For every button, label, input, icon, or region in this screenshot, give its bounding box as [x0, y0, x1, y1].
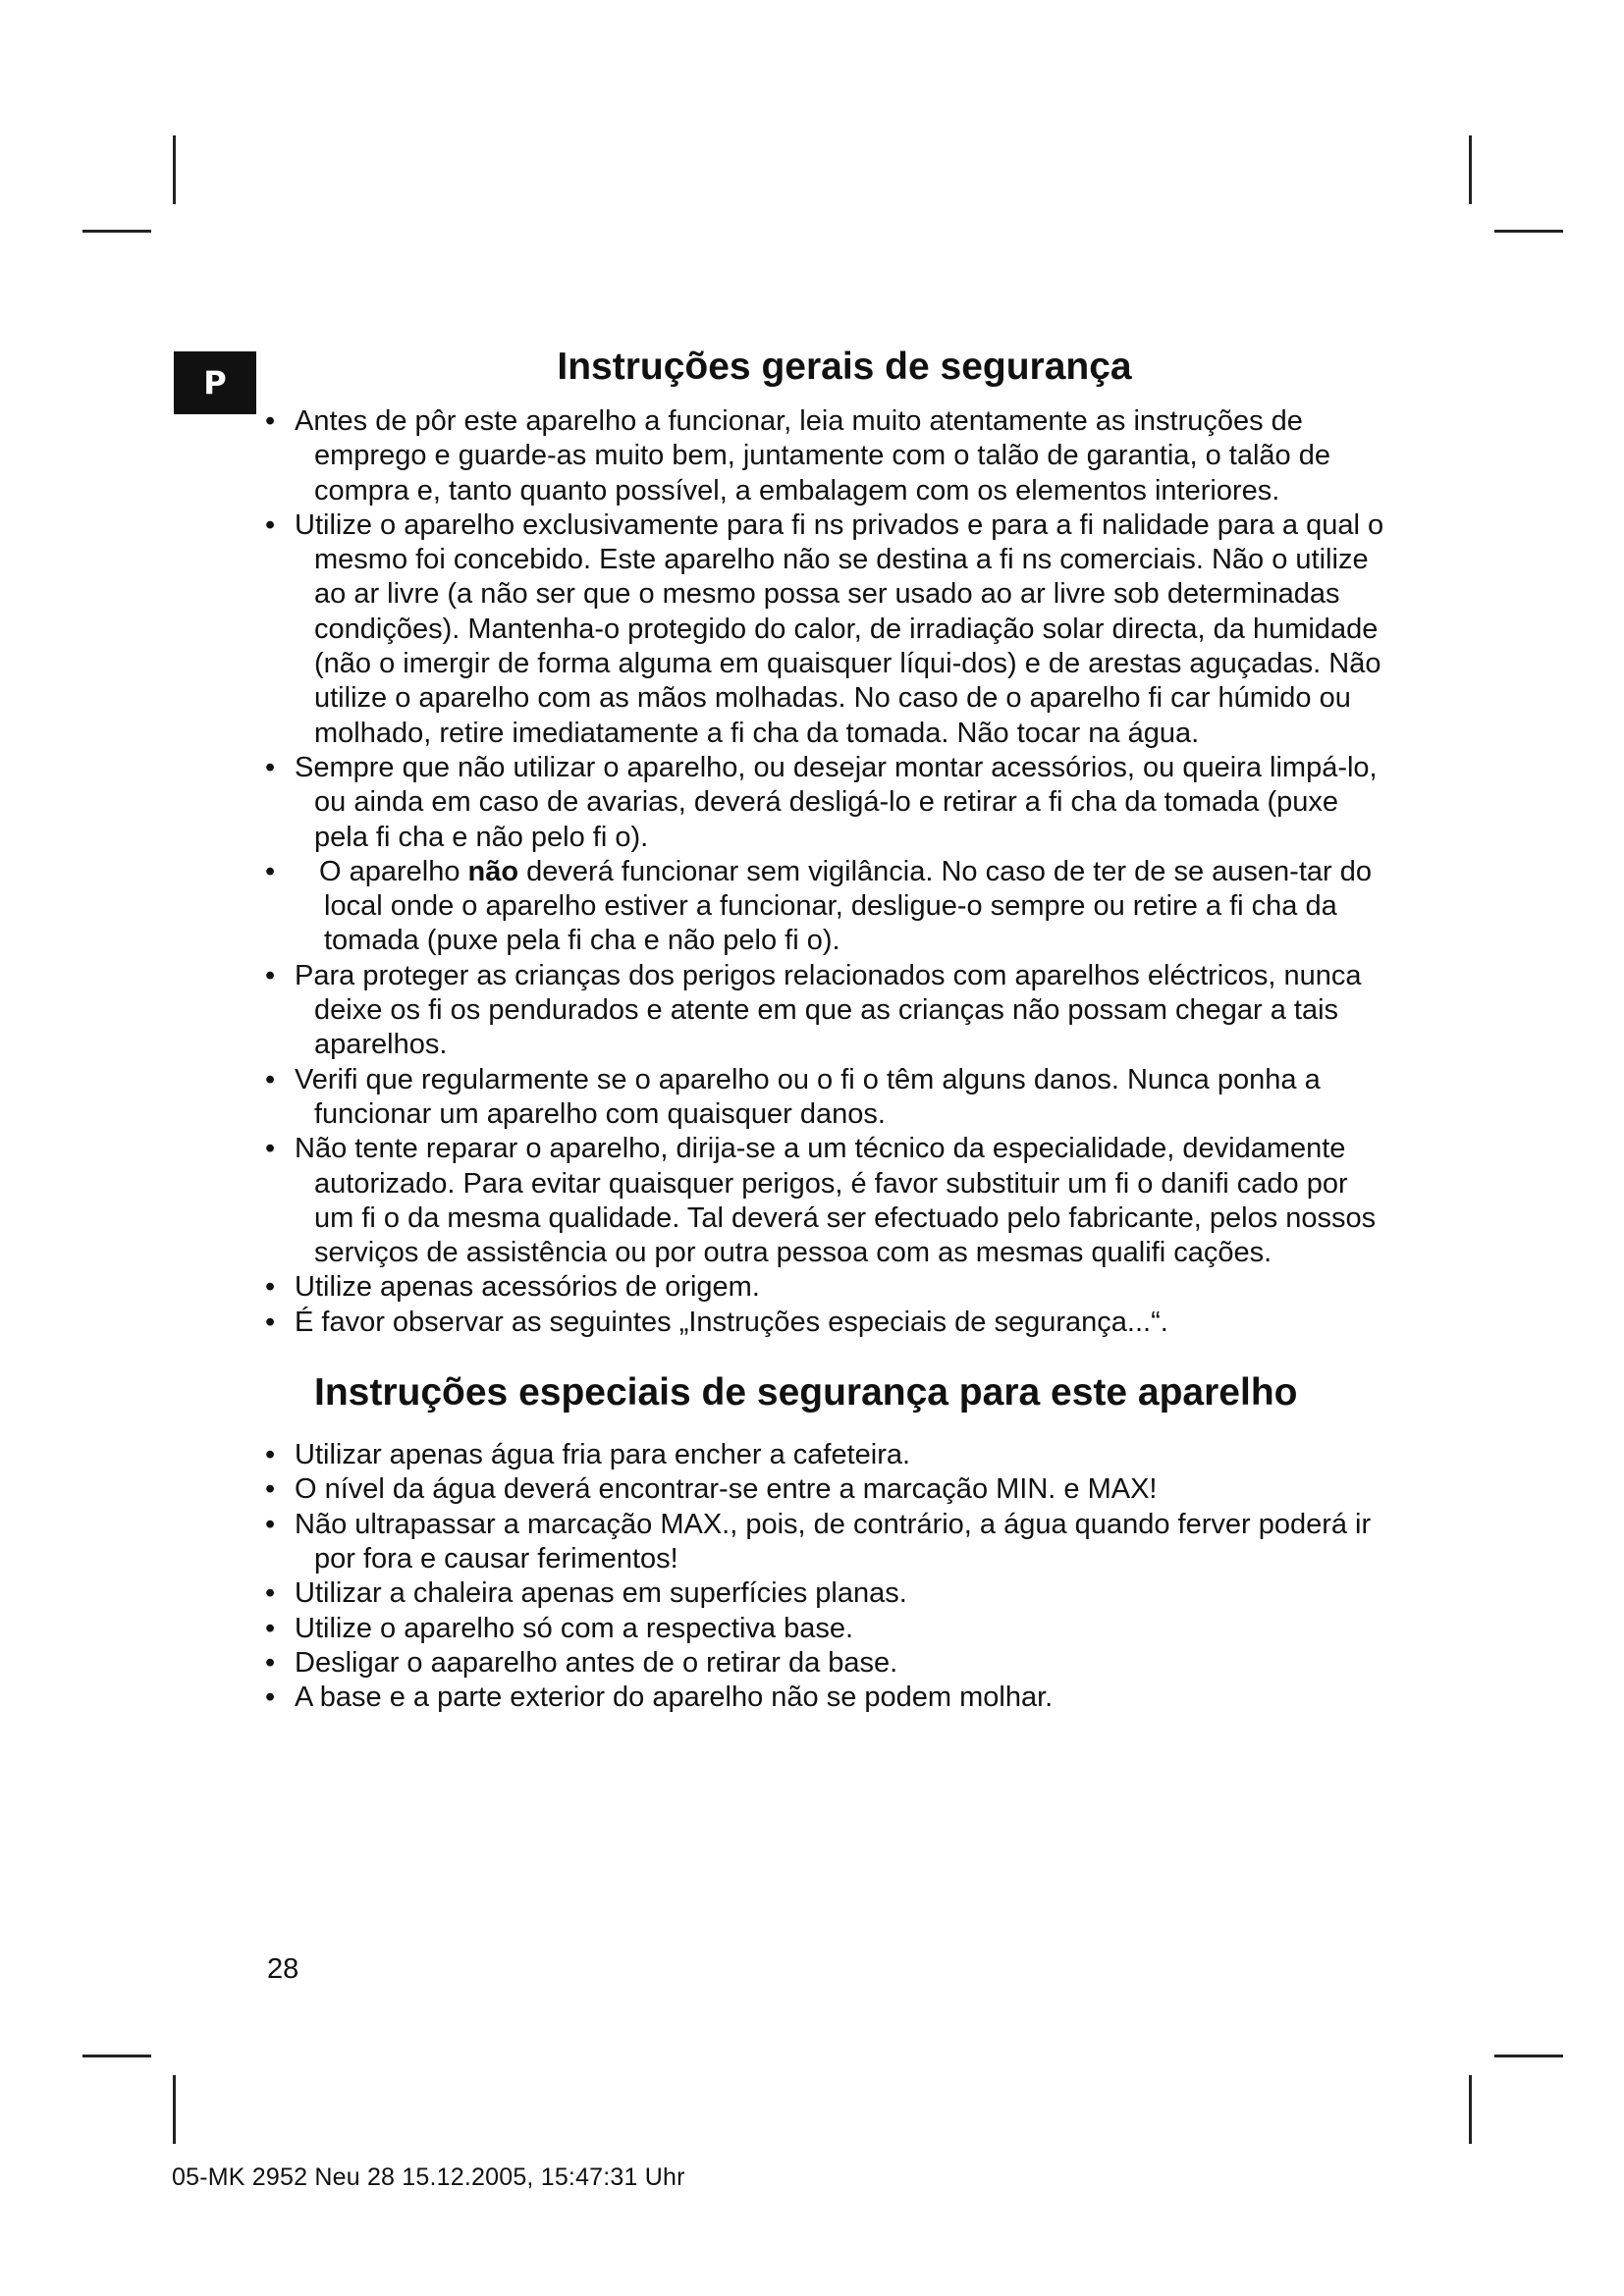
- list-item-text: [295, 855, 1394, 959]
- list-item: [265, 1132, 1394, 1270]
- crop-mark-top-left-vertical: [173, 135, 176, 204]
- bullet-icon: •: [265, 959, 276, 991]
- list-item-text: Utilize o aparelho exclusivamente para fi ns privados e para a fi nalidade para a qual o mesmo foi concebido. Este aparelho não se destina a fi ns comerciais. Não o utilize ao ar livre (a não ser que o mesmo possa ser usado ao ar livre sob determinadas condições). Mantenha-o protegido do calor, de irradiação solar directa, da humidade (não o imergir de forma alguma em quaisquer líqui-dos) e de arestas aguçadas. Não utilize o aparelho com as mãos molhadas. No caso de o aparelho fi car húmido ou molhado, retire imediatamente a fi cha da tomada. Não tocar na água.: [295, 508, 1384, 749]
- list-item: [265, 1270, 1394, 1305]
- list-item: [265, 1063, 1394, 1133]
- list-item-text: Não tente reparar o aparelho, dirija-se a um técnico da especialidade, devidamente autorizado. Para evitar quaisquer perigos, é favor substituir um fi o danifi cado por um fi o da mesma qualidade. Tal deverá ser efectuado pelo fabricante, pelos nossos serviços de assistência ou por outra pessoa com as mesmas qualifi cações.: [295, 1133, 1377, 1269]
- list-item: [265, 1681, 1394, 1715]
- bullet-icon: •: [265, 1306, 276, 1338]
- bullet-icon: •: [265, 1577, 276, 1610]
- bullet-icon: •: [265, 1271, 276, 1304]
- list-item: [265, 855, 1394, 959]
- language-tab: P: [174, 351, 256, 414]
- list-item: [265, 1306, 1394, 1340]
- list-item: [265, 1508, 1394, 1577]
- general-safety-list: [265, 404, 1394, 1340]
- bullet-icon: •: [265, 1646, 276, 1679]
- bullet-icon: •: [265, 1612, 276, 1644]
- crop-mark-bottom-left-horizontal: [82, 2055, 151, 2057]
- list-item-text: Sempre que não utilizar o aparelho, ou desejar montar acessórios, ou queira limpá-lo, ou ainda em caso de avarias, deverá desligá-lo e retirar a fi cha da tomada (puxe pela fi cha e não pelo fi o).: [295, 751, 1378, 853]
- list-item-text: O nível da água deverá encontrar-se entre a marcação MIN. e MAX!: [295, 1473, 1158, 1506]
- list-item: [265, 1438, 1394, 1472]
- crop-mark-top-right-horizontal: [1494, 230, 1563, 233]
- crop-mark-top-right-vertical: [1469, 135, 1472, 204]
- list-item-text: Utilize o aparelho só com a respectiva base.: [295, 1612, 854, 1644]
- crop-mark-bottom-right-horizontal: [1494, 2055, 1563, 2057]
- list-item-text: Antes de pôr este aparelho a funcionar, leia muito atentamente as instruções de emprego e guarde-as muito bem, juntamente com o talão de garantia, o talão de compra e, tanto quanto possível, a embalagem com os elementos interiores.: [295, 405, 1330, 507]
- bullet-icon: •: [265, 751, 276, 783]
- list-item-text-rest: deverá funcionar sem vigilância. No caso de ter de se ausen-tar do local onde o aparelho estiver a funcionar, desligue-o sempre ou retire a fi cha da tomada (puxe pela fi cha e não pelo fi o).: [324, 855, 1372, 957]
- list-item-text: Utilize apenas acessórios de origem.: [295, 1271, 760, 1304]
- list-item-text-start: O aparelho: [319, 855, 468, 887]
- crop-mark-bottom-left-vertical: [173, 2075, 176, 2144]
- list-item-text: Não ultrapassar a marcação MAX., pois, de contrário, a água quando ferver poderá ir por fora e causar ferimentos!: [295, 1508, 1372, 1575]
- special-safety-title: Instruções especiais de segurança para este aparelho: [314, 1371, 1298, 1415]
- bullet-icon: •: [265, 508, 276, 541]
- list-item-text: Verifi que regularmente se o aparelho ou o fi o têm alguns danos. Nunca ponha a funcionar um aparelho com quaisquer danos.: [295, 1063, 1321, 1130]
- crop-mark-bottom-right-vertical: [1469, 2075, 1472, 2144]
- list-item: [265, 1612, 1394, 1646]
- print-footer: 05-MK 2952 Neu 28 15.12.2005, 15:47:31 Uhr: [172, 2163, 685, 2191]
- list-item-text: É favor observar as seguintes „Instruções especiais de segurança...“.: [295, 1306, 1168, 1338]
- crop-mark-top-left-horizontal: [82, 230, 151, 233]
- list-item: [265, 1646, 1394, 1681]
- list-item-text: A base e a parte exterior do aparelho não se podem molhar.: [295, 1682, 1054, 1714]
- bullet-icon: •: [265, 1508, 276, 1540]
- general-safety-title: Instruções gerais de segurança: [557, 346, 1132, 388]
- bullet-icon: •: [265, 1133, 276, 1165]
- bullet-icon: •: [265, 855, 276, 887]
- page-number: 28: [267, 1953, 299, 1985]
- list-item: [265, 959, 1394, 1063]
- list-item-text: Utilizar a chaleira apenas em superfícies planas.: [295, 1577, 907, 1610]
- list-item: [265, 1472, 1394, 1507]
- emphasis-text: não: [467, 855, 519, 887]
- bullet-icon: •: [265, 1439, 276, 1471]
- list-item-text: Para proteger as crianças dos perigos relacionados com aparelhos eléctricos, nunca deixe os fi os pendurados e atente em que as crianças não possam chegar a tais aparelhos.: [295, 959, 1362, 1061]
- list-item: [265, 404, 1394, 508]
- list-item: [265, 1576, 1394, 1611]
- bullet-icon: •: [265, 1473, 276, 1506]
- bullet-icon: •: [265, 405, 276, 437]
- bullet-icon: •: [265, 1063, 276, 1095]
- page-content: [265, 344, 1394, 1715]
- special-safety-list: [265, 1438, 1394, 1715]
- list-item-text: Utilizar apenas água fria para encher a cafeteira.: [295, 1439, 911, 1471]
- bullet-icon: •: [265, 1682, 276, 1714]
- list-item: [265, 751, 1394, 855]
- list-item-text: Desligar o aaparelho antes de o retirar da base.: [295, 1646, 898, 1679]
- list-item: [265, 508, 1394, 751]
